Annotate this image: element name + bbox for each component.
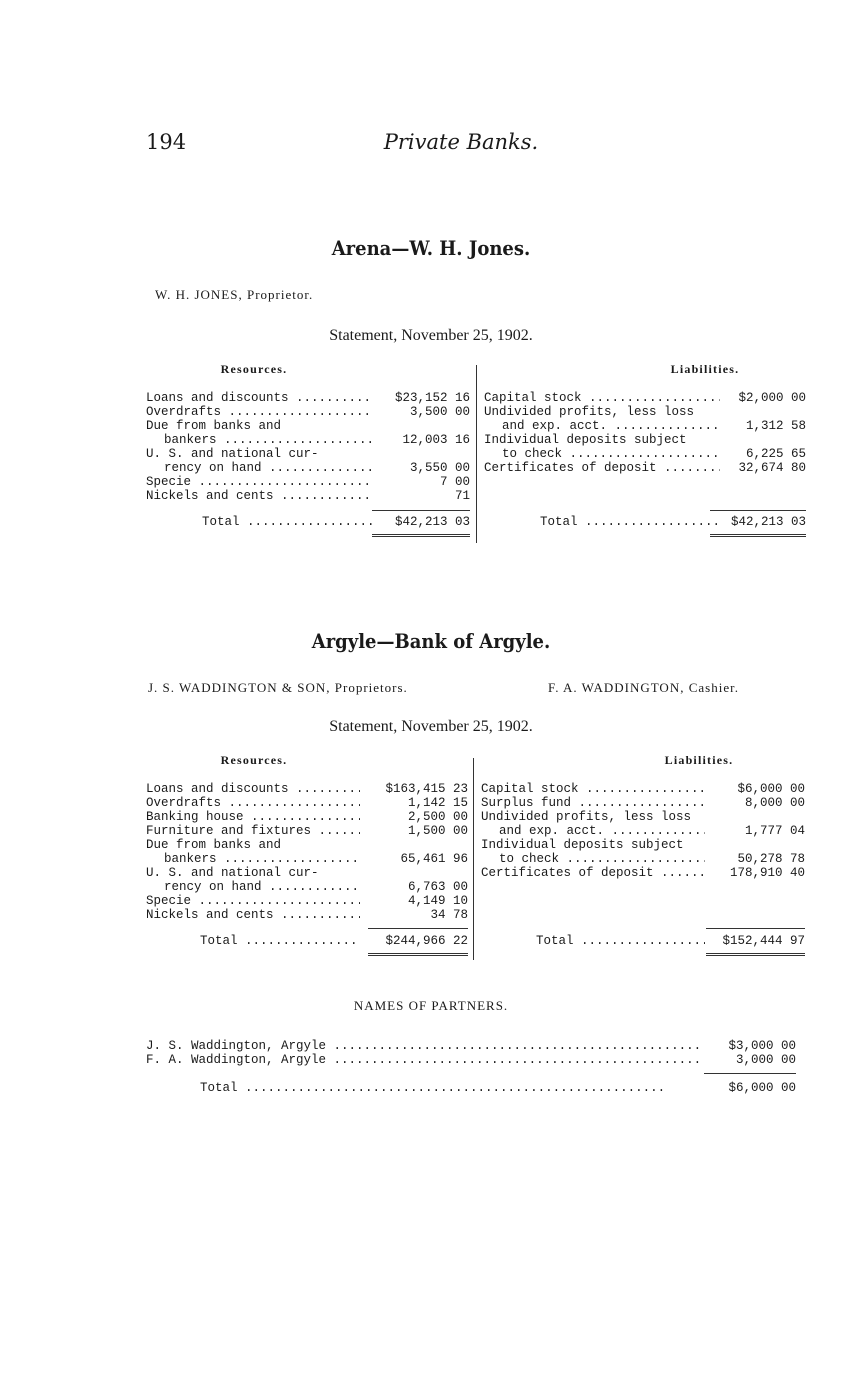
rule xyxy=(368,928,468,929)
resources-table-argyle xyxy=(146,782,468,922)
resource-row: rency on hand ..... 3,550 00 xyxy=(146,461,470,475)
liability-row: Certificates of deposit ..... 32,674 80 xyxy=(484,461,806,475)
officers-argyle-left: J. S. WADDINGTON & SON, Proprietors. xyxy=(148,680,408,695)
liability-row: to check ..... 6,225 65 xyxy=(484,447,806,461)
liability-row: Individual deposits subject xyxy=(481,838,684,852)
officers-arena: W. H. JONES, Proprietor. xyxy=(155,287,314,302)
resource-row: bankers ..... 12,003 16 xyxy=(146,433,470,447)
statement-date-argyle: Statement, November 25, 1902. xyxy=(329,718,533,735)
liabilities-table-arena xyxy=(484,391,806,475)
liability-row: Individual deposits subject xyxy=(484,433,687,447)
column-divider-arena xyxy=(476,365,477,543)
partners-table xyxy=(146,1039,796,1067)
partner-row: J. S. Waddington, Argyle ..... $3,000 00 xyxy=(146,1039,796,1053)
resources-table-arena xyxy=(146,391,470,503)
rule xyxy=(372,510,470,511)
liability-row: Certificates of deposit ..... 178,910 40 xyxy=(481,866,805,880)
partner-row: F. A. Waddington, Argyle ..... 3,000 00 xyxy=(146,1053,796,1067)
officers-argyle-right: F. A. WADDINGTON, Cashier. xyxy=(548,680,739,695)
liability-row: and exp. acct. ..... 1,312 58 xyxy=(484,419,806,433)
resource-row: bankers ..... 65,461 96 xyxy=(146,852,468,866)
resource-row: Due from banks and xyxy=(146,838,282,852)
resource-row: Overdrafts ..... 1,142 15 xyxy=(146,796,468,810)
double-rule xyxy=(710,534,806,537)
liabilities-heading-argyle: Liabilities. xyxy=(664,753,734,767)
bank-title-arena: Arena—W. H. Jones. xyxy=(331,236,531,260)
liabilities-table-argyle xyxy=(481,782,805,880)
resource-row: Nickels and cents ..... 34 78 xyxy=(146,908,468,922)
rule xyxy=(710,510,806,511)
double-rule xyxy=(372,534,470,537)
running-head: Private Banks. xyxy=(383,130,539,154)
column-divider-argyle xyxy=(473,758,474,960)
resource-row: U. S. and national cur- xyxy=(146,447,319,461)
liabilities-total-argyle: Total ..... $152,444 97 xyxy=(536,934,805,948)
liability-row: Capital stock ..... $2,000 00 xyxy=(484,391,806,405)
resources-total-argyle: Total ..... $244,966 22 xyxy=(200,934,468,948)
resource-row: Furniture and fixtures ..... 1,500 00 xyxy=(146,824,468,838)
rule xyxy=(706,928,805,929)
resource-row: Loans and discounts ..... $23,152 16 xyxy=(146,391,470,405)
liability-row: to check ..... 50,278 78 xyxy=(481,852,805,866)
double-rule xyxy=(706,953,805,956)
resource-row: Nickels and cents ..... 71 xyxy=(146,489,470,503)
rule xyxy=(704,1073,796,1074)
liability-row: Undivided profits, less loss xyxy=(481,810,692,824)
resources-heading-arena: Resources. xyxy=(220,362,288,376)
liability-row: Capital stock ..... $6,000 00 xyxy=(481,782,805,796)
resource-row: Loans and discounts ..... $163,415 23 xyxy=(146,782,468,796)
liability-row: Undivided profits, less loss xyxy=(484,405,695,419)
resource-row: rency on hand ..... 6,763 00 xyxy=(146,880,468,894)
resource-row: Banking house ..... 2,500 00 xyxy=(146,810,468,824)
bank-title-argyle: Argyle—Bank of Argyle. xyxy=(311,629,551,653)
liabilities-total-arena: Total ..... $42,213 03 xyxy=(540,515,806,529)
liability-row: Surplus fund ..... 8,000 00 xyxy=(481,796,805,810)
resources-total-arena: Total ..... $42,213 03 xyxy=(202,515,470,529)
resource-row: Specie ..... 7 00 xyxy=(146,475,470,489)
resource-row: U. S. and national cur- xyxy=(146,866,319,880)
liability-row: and exp. acct. ..... 1,777 04 xyxy=(481,824,805,838)
resource-row: Overdrafts ..... 3,500 00 xyxy=(146,405,470,419)
partners-total: Total ..... $6,000 00 xyxy=(200,1081,796,1095)
resource-row: Specie ..... 4,149 10 xyxy=(146,894,468,908)
double-rule xyxy=(368,953,468,956)
resources-heading-argyle: Resources. xyxy=(220,753,288,767)
statement-date-arena: Statement, November 25, 1902. xyxy=(329,327,533,344)
resource-row: Due from banks and xyxy=(146,419,282,433)
page-number: 194 xyxy=(146,130,187,154)
liabilities-heading-arena: Liabilities. xyxy=(670,362,740,376)
partners-heading: NAMES OF PARTNERS. xyxy=(353,998,509,1013)
